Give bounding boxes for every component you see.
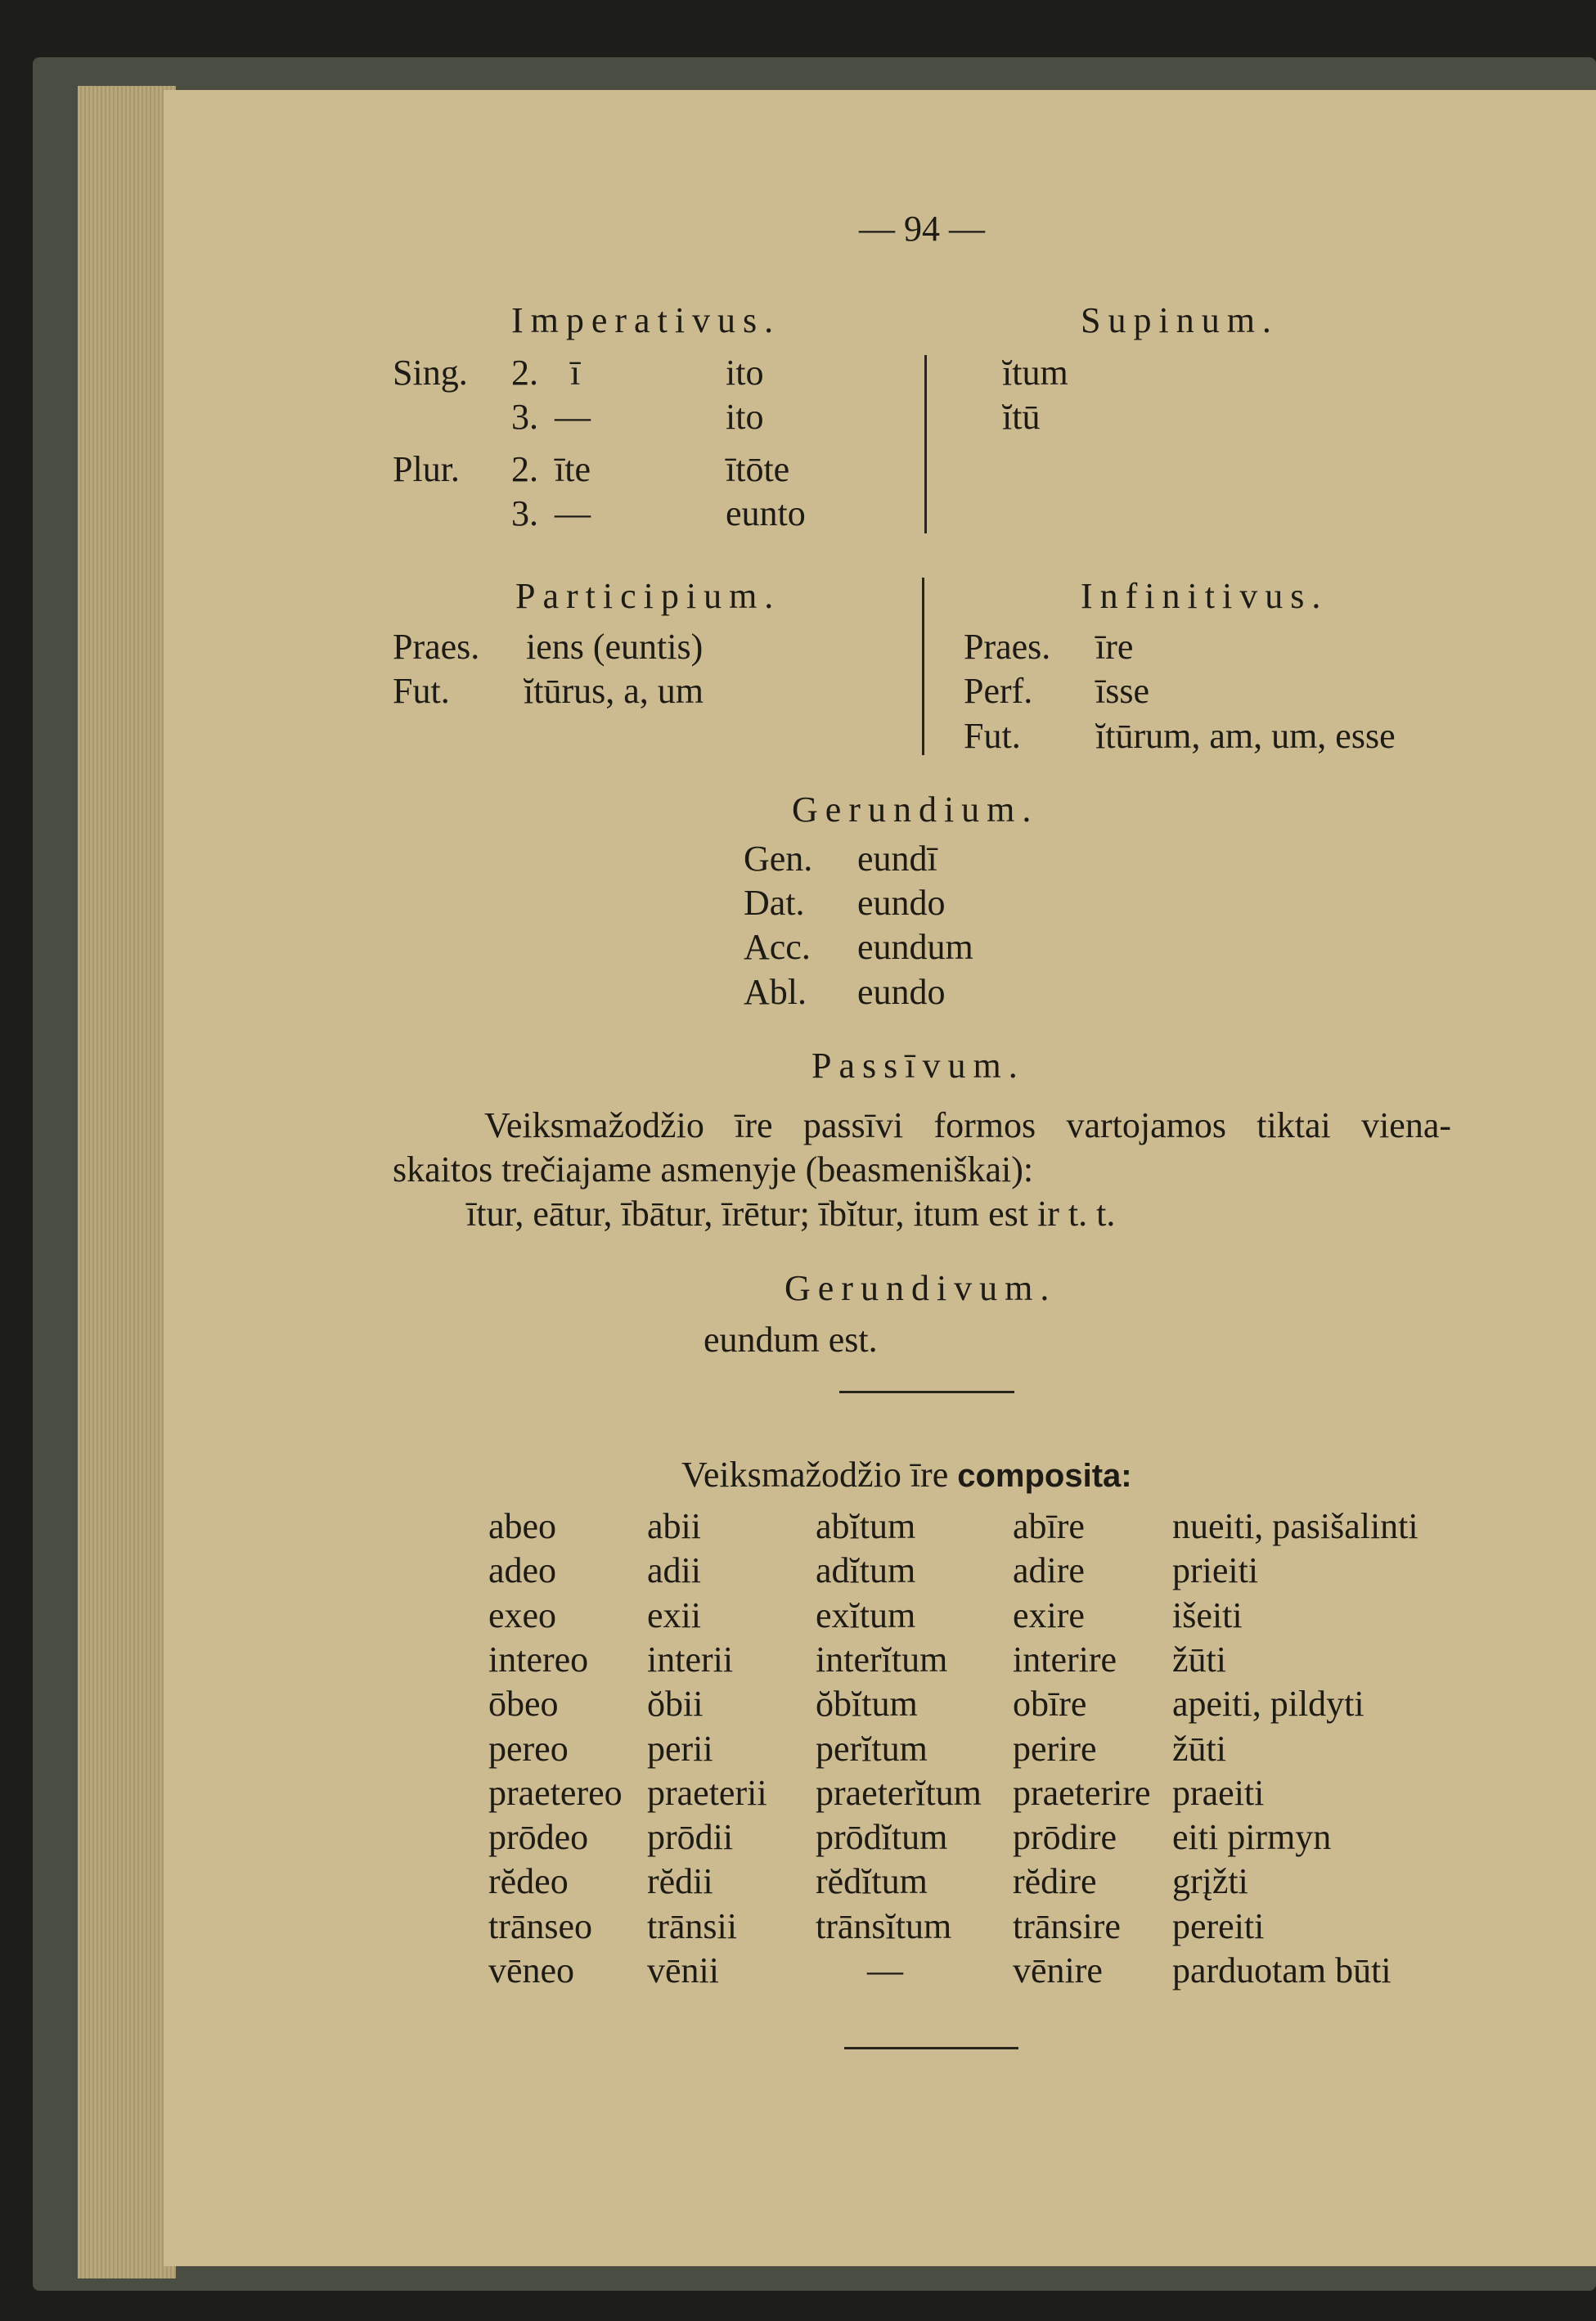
translation-cell: praeiti (1172, 1772, 1265, 1813)
imperativus-person: 3. (511, 397, 538, 437)
page-edges (78, 86, 176, 2278)
supine-cell: rĕdĭtum (816, 1861, 928, 1902)
infinitivus-label: Perf. (964, 671, 1033, 711)
section-rule (844, 2047, 1018, 2049)
supinum-form: ĭtū (1002, 397, 1041, 437)
imperativus-future-form: ito (726, 397, 764, 437)
translation-cell: pereiti (1172, 1905, 1265, 1946)
passivum-text-line1: Veiksmažodžio īre passīvi formos vartojamos tiktai viena- (484, 1105, 1451, 1145)
translation-cell: eiti pirmyn (1172, 1817, 1332, 1858)
imperativus-person: 2. (511, 353, 538, 393)
gerundium-case: Dat. (744, 883, 805, 923)
gerundivum-heading: Gerundivum. (785, 1268, 1057, 1308)
gerundium-form: eundo (857, 972, 946, 1012)
present-cell: praetereo (488, 1772, 623, 1813)
supine-cell: adĭtum (816, 1550, 916, 1591)
participium-form: ĭtūrus, a, um (524, 671, 704, 711)
imperativus-present-form: — (555, 397, 591, 437)
section-rule (839, 1391, 1014, 1393)
gerundivum-form: eundum est. (704, 1320, 878, 1360)
perfect-cell: rĕdii (647, 1861, 713, 1902)
present-cell: rĕdeo (488, 1861, 569, 1902)
infinitivus-form: īsse (1095, 671, 1149, 711)
composita-heading-prefix: Veiksmažodžio īre (681, 1455, 949, 1495)
passivum-text-line2: skaitos trečiajame asmenyje (beasmeniškai): (393, 1149, 1034, 1190)
perfect-cell: exii (647, 1595, 701, 1635)
infinitive-cell: exire (1013, 1595, 1085, 1635)
composita-heading (681, 1457, 1132, 1493)
infinitive-cell: perire (1013, 1728, 1097, 1769)
imperativus-present-form: īte (555, 449, 591, 489)
gerundium-case: Acc. (744, 927, 811, 967)
perfect-cell: interii (647, 1639, 734, 1680)
perfect-cell: ŏbii (647, 1684, 704, 1725)
supine-cell: exĭtum (816, 1595, 916, 1635)
supine-cell: — (867, 1950, 903, 1990)
column-divider (922, 578, 924, 755)
infinitive-cell: rĕdire (1013, 1861, 1097, 1902)
imperativus-future-form: eunto (726, 493, 806, 533)
passivum-forms: ītur, eātur, ībātur, īrētur; ībĭtur, itum est ir t. t. (466, 1194, 1116, 1234)
column-divider (924, 355, 927, 533)
translation-cell: žūti (1172, 1639, 1226, 1680)
perfect-cell: perii (647, 1728, 713, 1769)
supine-cell: prōdĭtum (816, 1817, 948, 1858)
page-number: — 94 — (859, 209, 985, 249)
supine-cell: praeterĭtum (816, 1772, 982, 1813)
supine-cell: perĭtum (816, 1728, 928, 1769)
translation-cell: prieiti (1172, 1550, 1259, 1591)
present-cell: pereo (488, 1728, 569, 1769)
translation-cell: apeiti, pildyti (1172, 1684, 1364, 1725)
gerundium-form: eundum (857, 927, 973, 967)
supine-cell: ŏbĭtum (816, 1684, 918, 1725)
infinitive-cell: vēnire (1013, 1950, 1103, 1990)
supinum-form: ĭtum (1002, 353, 1068, 393)
present-cell: vēneo (488, 1950, 575, 1990)
infinitivus-form: ĭtūrum, am, um, esse (1095, 716, 1396, 756)
supine-cell: interĭtum (816, 1639, 948, 1680)
perfect-cell: prōdii (647, 1817, 734, 1858)
present-cell: intereo (488, 1639, 589, 1680)
translation-cell: išeiti (1172, 1595, 1243, 1635)
imperativus-present-form: ī (570, 353, 581, 393)
perfect-cell: vēnii (647, 1950, 719, 1990)
gerundium-case: Abl. (744, 972, 807, 1012)
present-cell: trānseo (488, 1905, 593, 1946)
translation-cell: žūti (1172, 1728, 1226, 1769)
infinitive-cell: prōdire (1013, 1817, 1117, 1858)
participium-form: iens (euntis) (526, 627, 704, 667)
infinitive-cell: interire (1013, 1639, 1117, 1680)
infinitive-cell: obīre (1013, 1684, 1087, 1725)
imperativus-present-form: — (555, 493, 591, 533)
supine-cell: trānsĭtum (816, 1905, 952, 1946)
infinitive-cell: adire (1013, 1550, 1085, 1591)
participium-heading: Participium. (515, 576, 781, 616)
translation-cell: grįžti (1172, 1861, 1248, 1902)
perfect-cell: trānsii (647, 1905, 737, 1946)
imperativus-label: Sing. (393, 353, 468, 393)
participium-label: Fut. (393, 671, 450, 711)
imperativus-future-form: ītōte (726, 449, 790, 489)
translation-cell: nueiti, pasišalinti (1172, 1506, 1418, 1546)
gerundium-heading: Gerundium. (792, 789, 1039, 830)
present-cell: ōbeo (488, 1684, 559, 1725)
gerundium-form: eundo (857, 883, 946, 923)
imperativus-person: 2. (511, 449, 538, 489)
imperativus-future-form: ito (726, 353, 764, 393)
infinitivus-label: Fut. (964, 716, 1021, 756)
imperativus-person: 3. (511, 493, 538, 533)
infinitivus-form: īre (1095, 627, 1134, 667)
supine-cell: abĭtum (816, 1506, 916, 1546)
gerundium-form: eundī (857, 839, 937, 879)
present-cell: abeo (488, 1506, 557, 1546)
passivum-heading: Passīvum. (811, 1046, 1025, 1086)
perfect-cell: adii (647, 1550, 701, 1591)
imperativus-label: Plur. (393, 449, 460, 489)
composita-heading-bold: composita: (957, 1458, 1132, 1494)
supinum-heading: Supinum. (1081, 300, 1279, 340)
infinitive-cell: praeterire (1013, 1772, 1151, 1813)
imperativus-heading: Imperativus. (511, 300, 781, 340)
participium-label: Praes. (393, 627, 480, 667)
present-cell: exeo (488, 1595, 557, 1635)
infinitivus-label: Praes. (964, 627, 1051, 667)
infinitive-cell: trānsire (1013, 1905, 1121, 1946)
perfect-cell: abii (647, 1506, 701, 1546)
perfect-cell: praeterii (647, 1772, 767, 1813)
infinitive-cell: abīre (1013, 1506, 1085, 1546)
infinitivus-heading: Infinitivus. (1081, 576, 1329, 616)
translation-cell: parduotam būti (1172, 1950, 1391, 1990)
gerundium-case: Gen. (744, 839, 813, 879)
present-cell: adeo (488, 1550, 557, 1591)
present-cell: prōdeo (488, 1817, 589, 1858)
